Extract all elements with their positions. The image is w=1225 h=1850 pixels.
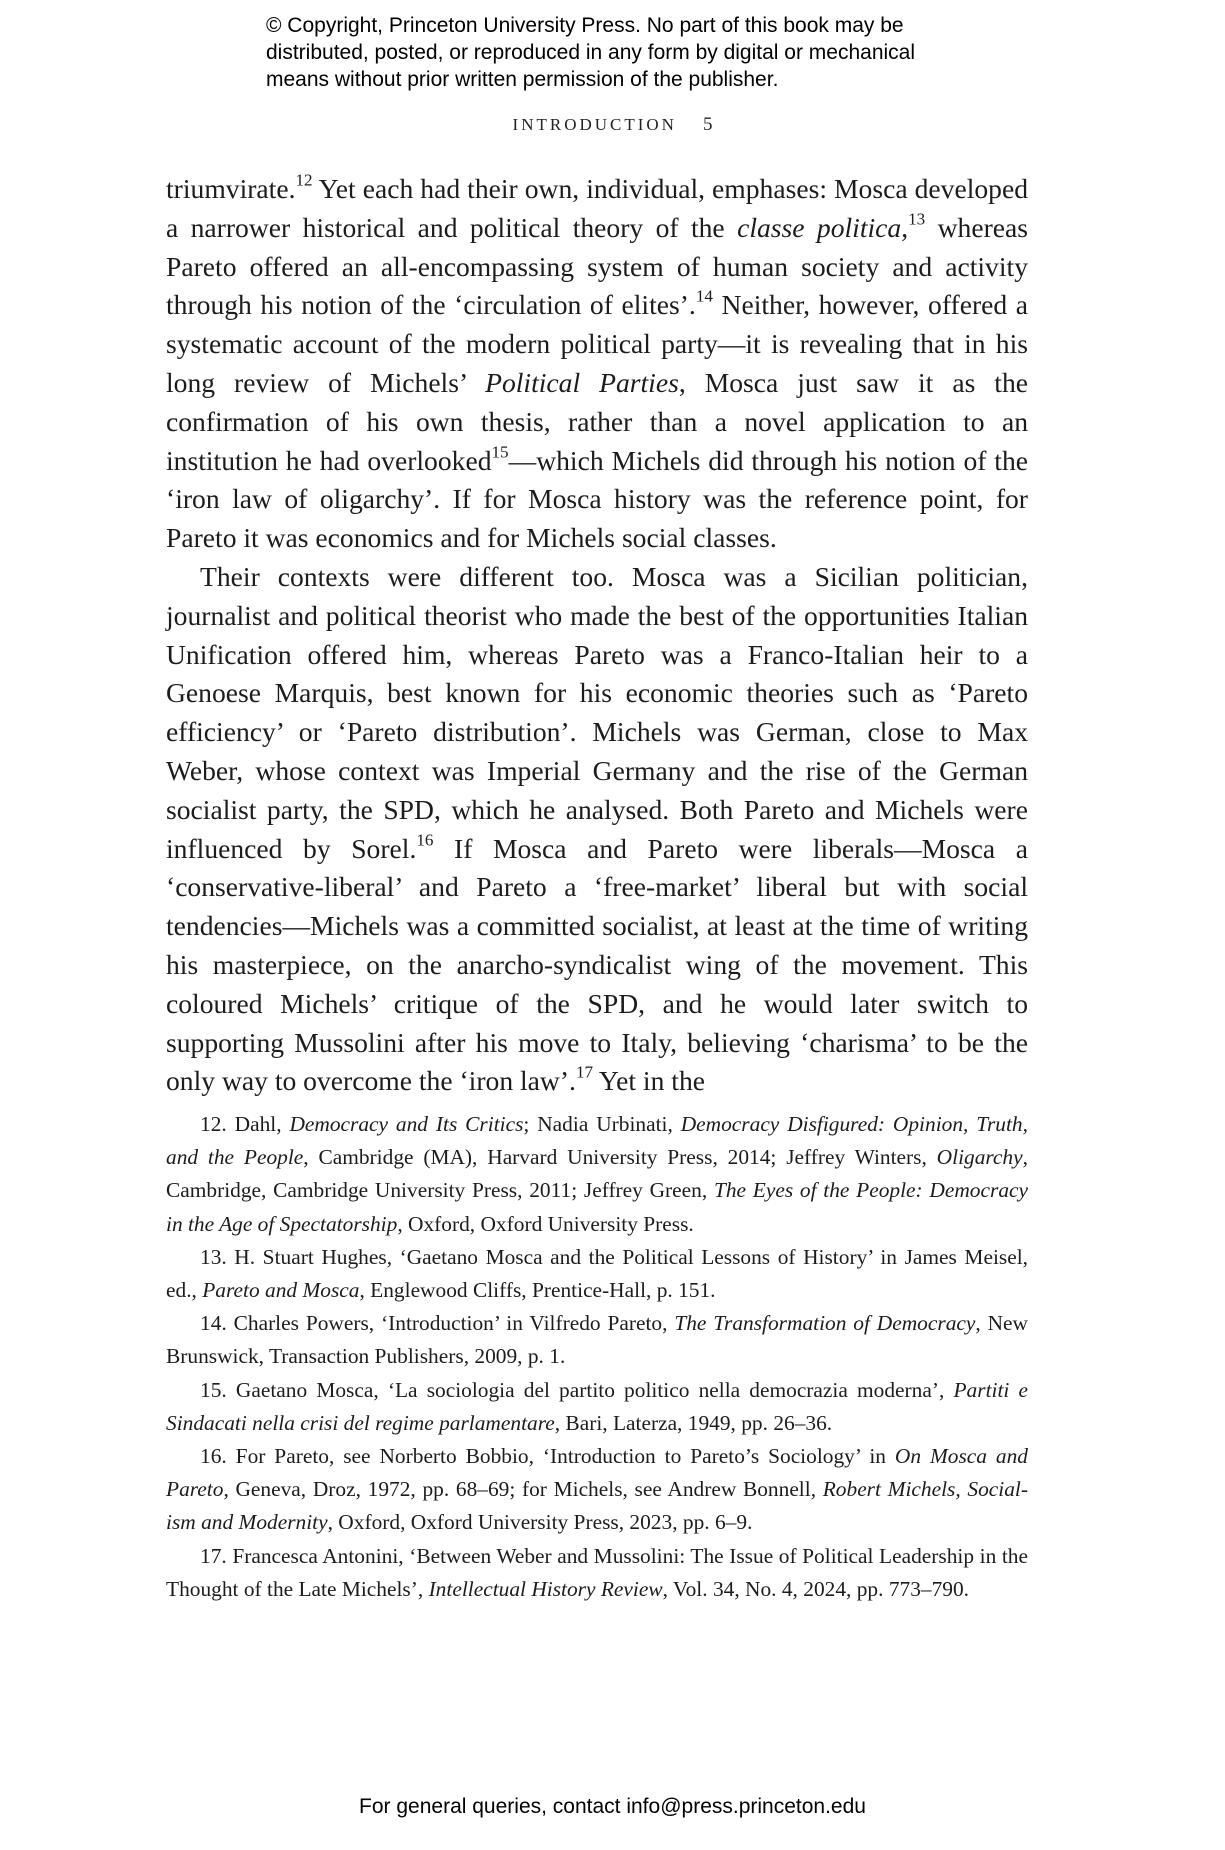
- copyright-line: distributed, posted, or reproduced in any form by digital or mechanical: [266, 41, 916, 64]
- text-run: , Cambridge (MA), Harvard University Press, 2014; Jeffrey Winters,: [303, 1145, 937, 1170]
- footnote-14: [166, 1307, 1028, 1373]
- italic-title: The Transformation of Democracy: [674, 1311, 976, 1336]
- text-run: ,: [901, 211, 909, 243]
- text-run: , Oxford, Oxford University Press, 2023, pp. 6–9.: [327, 1510, 753, 1535]
- footnote-ref-16: 16: [416, 830, 434, 850]
- text-run: , New Brunswick, Transaction Publishers, 2009, p. 1.: [166, 1311, 1028, 1369]
- text-run: , Vol. 34, No. 4, 2024, pp. 773–790.: [662, 1576, 970, 1601]
- italic-title: Oligarchy: [936, 1145, 1023, 1170]
- text-run: , Geneva, Droz, 1972, pp. 68–69; for Michels, see Andrew Bonnell,: [223, 1477, 823, 1502]
- italic-title: Partiti e Sindacati nella crisi del regime parlamentare: [166, 1377, 1028, 1435]
- italic-title: On Mosca and Pareto: [166, 1444, 1029, 1502]
- italic-title: Robert Michels, Socialism and Modernity: [166, 1477, 1028, 1535]
- text-run: whereas Pareto offered an all-encompassing system of human society and activity through his notion of the ‘circulation of elites’.: [166, 211, 1029, 321]
- footnote-15: [166, 1374, 1028, 1440]
- italic-title: Democracy and Its Critics: [289, 1112, 524, 1136]
- footnote-13: [166, 1241, 1028, 1307]
- text-run: 16. For Pareto, see Norberto Bobbio, ‘Introduction to Pareto’s Sociology’ in: [200, 1444, 895, 1469]
- main-text: [166, 170, 1028, 1101]
- footnote-12: [166, 1108, 1028, 1241]
- footnote-ref-17: 17: [575, 1063, 594, 1083]
- running-head-title: INTRODUCTION: [512, 115, 677, 134]
- paragraph: [166, 558, 1028, 1101]
- text-run: Their contexts were different too. Mosca was a Sicilian politician, journalist and political theorist who made the best of the opportunities Italian Unification offered him, whereas Pareto was a Franco-Italian heir to a Genoese Marquis, best known for his economic theories such as ‘Pareto efficiency’ or ‘Pareto distribution’. Michels was German, close to Max Weber, whose context was Imperial Germany and the rise of the German socialist party, the SPD, which he analysed. Both Pareto and Michels were influenced by Sorel.: [166, 560, 1028, 864]
- text-run: , Mosca just saw it as the confirmation of his own thesis, rather than a novel application to an institution he had overlooked: [166, 366, 1029, 476]
- footnote-ref-14: 14: [695, 287, 713, 307]
- text-run: , Oxford, Oxford University Press.: [397, 1211, 694, 1236]
- text-run: , Cambridge, Cambridge University Press, 2011; Jeffrey Green,: [166, 1145, 1028, 1203]
- text-run: Yet each had their own, individual, emphases: Mosca developed a narrower historical and political theory of the: [166, 173, 1028, 243]
- italic-title: The Eyes of the People: Democracy in the Age of Spectatorship: [166, 1178, 1029, 1236]
- footnote-ref-15: 15: [491, 442, 509, 462]
- text-run: 15. Gaetano Mosca, ‘La sociologia del partito politico nella democrazia moderna’,: [200, 1377, 954, 1402]
- italic-title: Pareto and Mosca: [202, 1278, 360, 1303]
- footnote-17: [166, 1540, 1028, 1606]
- text-run: , Englewood Cliffs, Prentice-Hall, p. 151.: [359, 1278, 716, 1303]
- footnote-ref-12: 12: [295, 170, 313, 190]
- italic-term: classe politica: [737, 211, 902, 243]
- page-number: 5: [702, 114, 713, 135]
- text-run: , Bari, Laterza, 1949, pp. 26–36.: [554, 1410, 833, 1435]
- running-head: [0, 114, 1225, 136]
- text-run: triumvirate.: [166, 173, 296, 204]
- footer-contact: For general queries, contact info@press.princeton.edu: [359, 1795, 866, 1818]
- paragraph: [166, 170, 1028, 558]
- text-run: If Mosca and Pareto were liberals—Mosca a ‘conservative-liberal’ and Pareto a ‘free-market’ liberal but with social tendencies—Michels was a committed socialist, at least at the time of writing his masterpiece, on the anarcho-syndicalist wing of the movement. This coloured Michels’ critique of the SPD, and he would later switch to supporting Mussolini after his move to Italy, believing ‘charisma’ to be the only way to overcome the ‘iron law’.: [166, 832, 1028, 1097]
- text-run: —which Michels did through his notion of the ‘iron law of oligarchy’. If for Mosca history was the reference point, for Pareto it was economics and for Michels social classes.: [166, 444, 1028, 554]
- italic-title: Intellectual History Review: [428, 1576, 663, 1601]
- text-run: Yet in the: [593, 1065, 705, 1097]
- italic-title: Democracy Disfigured: Opinion, Truth, and the People: [166, 1112, 1028, 1170]
- footnote-ref-13: 13: [908, 209, 926, 229]
- footnotes: [166, 1108, 1028, 1606]
- copyright-line: © Copyright, Princeton University Press. No part of this book may be: [266, 14, 904, 37]
- footnote-16: [166, 1440, 1028, 1540]
- italic-title: Political Parties: [485, 366, 679, 398]
- text-run: 17. Francesca Antonini, ‘Between Weber and Mussolini: The Issue of Political Leadership in the Thought of the Late Michels’,: [166, 1543, 1028, 1601]
- text-run: 13. H. Stuart Hughes, ‘Gaetano Mosca and the Political Lessons of History’ in James Meisel, ed.,: [166, 1244, 1028, 1303]
- copyright-line: means without prior written permission of the publisher.: [266, 68, 779, 91]
- text-run: ; Nadia Urbinati,: [523, 1112, 681, 1136]
- text-run: 14. Charles Powers, ‘Introduction’ in Vilfredo Pareto,: [200, 1311, 675, 1336]
- text-run: 12. Dahl,: [200, 1112, 290, 1136]
- copyright-notice: [266, 12, 1026, 93]
- text-run: Neither, however, offered a systematic account of the modern political party—it is revealing that in his long review of Michels’: [166, 289, 1029, 398]
